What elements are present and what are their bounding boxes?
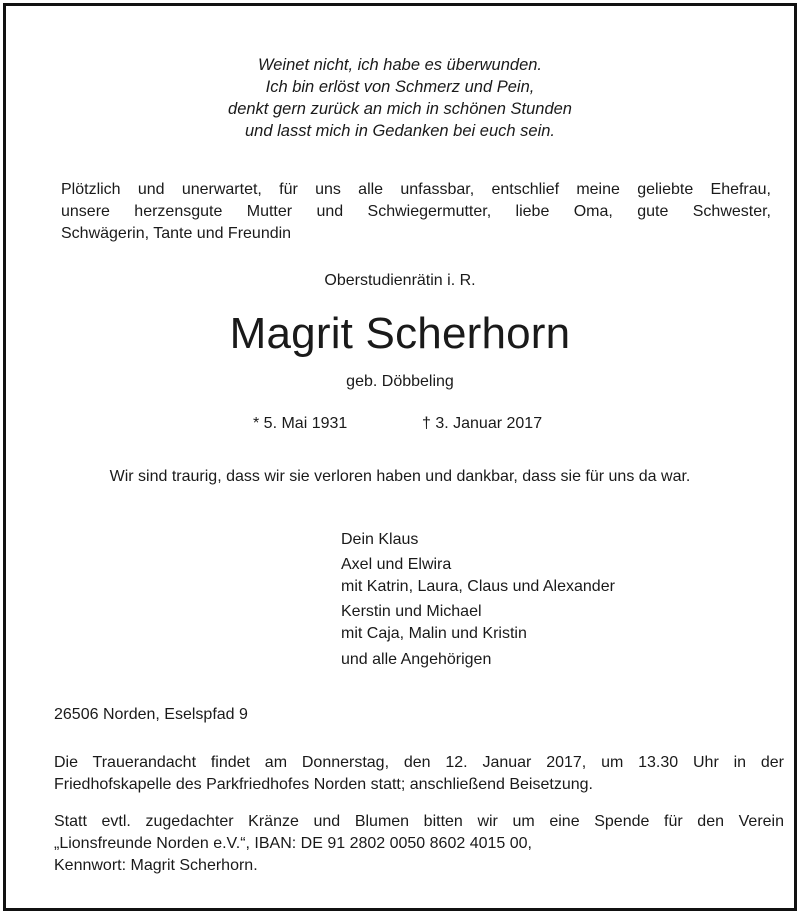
intro-line-3: Schwägerin, Tante und Freundin — [61, 225, 292, 242]
donation-line-2: „Lionsfreunde Norden e.V.“, IBAN: DE 91 2802 0050 8602 4015 00, — [54, 835, 532, 852]
donation-line-3: Kennwort: Magrit Scherhorn. — [54, 857, 258, 874]
family-line-3: mit Katrin, Laura, Claus und Alexander — [341, 578, 615, 595]
poem-line-1: Weinet nicht, ich habe es überwunden. — [257, 56, 543, 74]
death-date: † 3. Januar 2017 — [422, 415, 543, 432]
service-line-1: Die Trauerandacht findet am Donnerstag, den 12. Januar 2017, um 13.30 Uhr in der — [54, 754, 784, 771]
deceased-name: Magrit Scherhorn — [229, 309, 571, 358]
poem-line-2: Ich bin erlöst von Schmerz und Pein, — [265, 78, 535, 96]
service-line-2: Friedhofskapelle des Parkfriedhofes Norden statt; anschließend Beisetzung. — [54, 776, 593, 793]
address: 26506 Norden, Eselspfad 9 — [54, 706, 248, 723]
intro-line-2: unsere herzensgute Mutter und Schwiegermutter, liebe Oma, gute Schwester, — [61, 203, 771, 220]
family-line-2: Axel und Elwira — [341, 556, 452, 573]
deceased-title: Oberstudienrätin i. R. — [324, 272, 476, 289]
poem-line-3: denkt gern zurück an mich in schönen Stunden — [228, 100, 572, 118]
family-line-4: Kerstin und Michael — [341, 603, 482, 620]
poem-line-4: und lasst mich in Gedanken bei euch sein. — [244, 122, 556, 140]
family-line-6: und alle Angehörigen — [341, 651, 492, 668]
birth-date: * 5. Mai 1931 — [253, 415, 348, 432]
obituary-notice — [3, 3, 797, 911]
family-line-1: Dein Klaus — [341, 531, 419, 548]
deceased-maiden-name: geb. Döbbeling — [346, 373, 454, 390]
sentiment-line: Wir sind traurig, dass wir sie verloren haben und dankbar, dass sie für uns da war. — [109, 468, 691, 485]
intro-line-1: Plötzlich und unerwartet, für uns alle unfassbar, entschlief meine geliebte Ehefrau, — [61, 181, 771, 198]
donation-line-1: Statt evtl. zugedachter Kränze und Blumen bitten wir um eine Spende für den Verein — [54, 813, 784, 830]
family-line-5: mit Caja, Malin und Kristin — [341, 625, 527, 642]
